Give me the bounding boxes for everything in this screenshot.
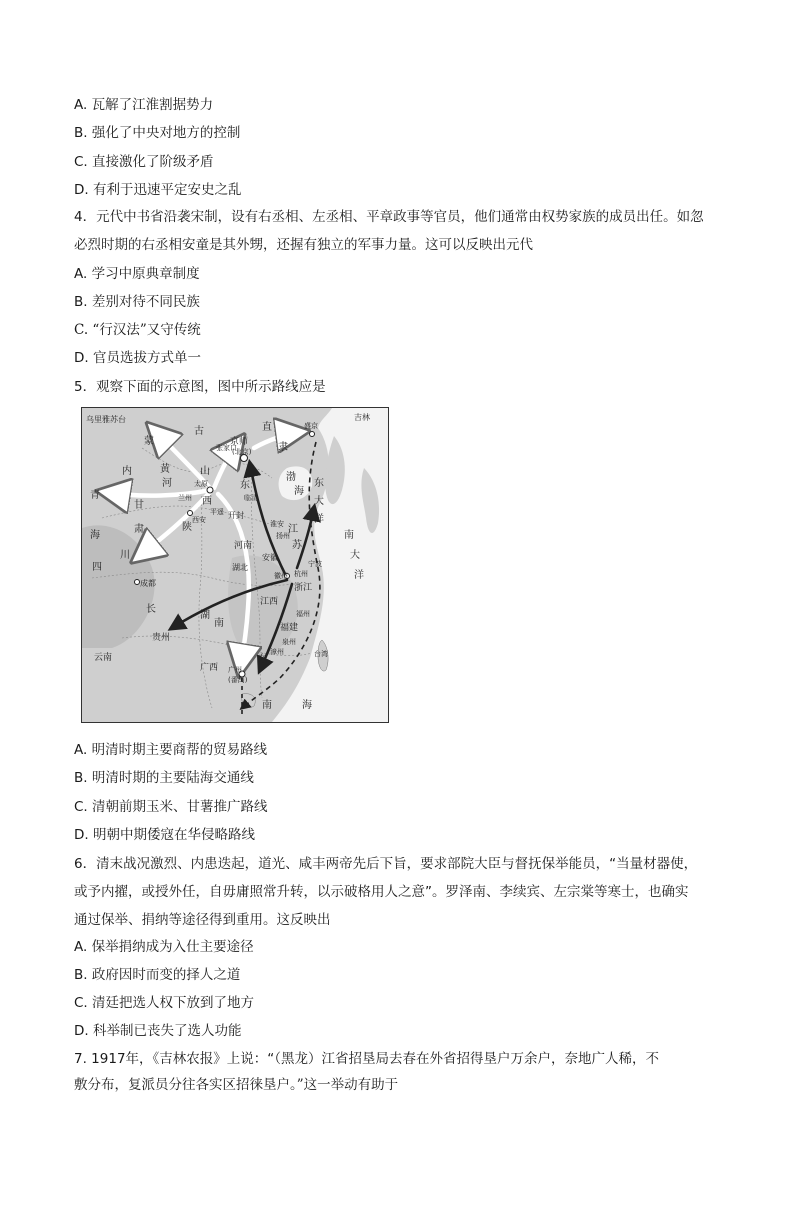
label-ningbo: 宁波 <box>308 560 322 568</box>
q6-stem-line3: 通过保举、捐纳等途径得到重用。这反映出 <box>74 912 331 928</box>
city-shengjing-marker <box>310 432 315 437</box>
label-bohai: 渤 <box>286 472 296 483</box>
q6-option-b: B. 政府因时而变的择人之道 <box>74 967 241 983</box>
label-zhejiang: 浙江 <box>294 583 313 593</box>
label-nandayang2: 洋 <box>354 570 364 581</box>
label-dayang1: 大 <box>314 496 324 507</box>
label-shan: 山 <box>200 466 210 477</box>
label-guangdong: 东 <box>258 654 268 665</box>
label-jiangxi: 江西 <box>260 597 279 607</box>
label-anhui: 安徽 <box>262 553 278 562</box>
q5-option-a: A. 明清时期主要商帮的贸易路线 <box>74 742 268 758</box>
q7-stem-line1: 7. 1917年，《吉林农报》上说：“（黑龙）江省招垦局去春在外省招得垦户万余户，奈地广人稀，不 <box>74 1051 660 1067</box>
route-map-figure <box>81 407 389 723</box>
label-fujian: 福建 <box>280 623 299 633</box>
city-chengdu-marker <box>135 580 140 585</box>
q4-stem-line1: 4．元代中书省沿袭宋制，设有右丞相、左丞相、平章政事等官员，他们通常由权势家族的成员出任。如忽 <box>74 209 704 225</box>
label-wulan: 乌里雅苏台 <box>86 415 126 424</box>
label-chengdu: 成都 <box>140 579 156 588</box>
label-taiyuan: 太原 <box>194 480 208 488</box>
label-henan: 河南 <box>234 541 253 551</box>
label-chang: 长 <box>146 604 156 615</box>
label-hangzhou: 杭州 <box>294 570 308 578</box>
q3-option-a: A. 瓦解了江淮割据势力 <box>74 97 214 113</box>
label-fuzhou: 福州 <box>296 610 310 618</box>
q6-option-a: A. 保举捐纳成为入仕主要途径 <box>74 939 254 955</box>
label-yunnan: 云南 <box>94 653 113 663</box>
label-meng: 蒙 <box>144 436 154 447</box>
label-sichuan2: 川 <box>120 550 130 561</box>
label-qing: 青 <box>90 490 100 501</box>
label-guizhou: 贵州 <box>152 633 171 643</box>
label-taiwan: 台湾 <box>314 650 328 658</box>
label-su: 肃 <box>134 524 144 535</box>
label-nanda: 南 <box>344 530 354 541</box>
label-hai2: 海 <box>90 530 100 541</box>
label-shengjing: 盛京 <box>304 422 318 430</box>
q3-option-d: D. 有利于迅速平定安史之乱 <box>74 182 242 198</box>
q5-option-c: C. 清朝前期玉米、甘薯推广路线 <box>74 799 268 815</box>
label-panyu: (番禺) <box>228 676 248 684</box>
label-lanzhou: 兰州 <box>178 494 192 502</box>
label-hai: 海 <box>294 486 304 497</box>
label-hubei: 湖北 <box>232 563 248 572</box>
label-xi: 西 <box>202 496 212 507</box>
label-guangxi: 广西 <box>200 663 219 673</box>
q4-stem-line2: 必烈时期的右丞相安童是其外甥，还握有独立的军事力量。这可以反映出元代 <box>74 237 533 253</box>
q4-option-b: B. 差别对待不同民族 <box>74 294 200 310</box>
route-map-svg <box>82 408 388 722</box>
label-sichuan1: 四 <box>92 562 102 573</box>
label-guangzhou: 广州 <box>228 666 242 674</box>
label-yangzhou: 扬州 <box>276 532 290 540</box>
label-pingyao: 平遥 <box>210 508 224 516</box>
label-dayang2: 洋 <box>314 514 324 525</box>
q4-option-a: A. 学习中原典章制度 <box>74 266 200 282</box>
q4-option-c: C. “行汉法”又守传统 <box>74 322 201 338</box>
label-jingshi: 京师 <box>230 437 249 447</box>
q6-option-c: C. 清廷把选人权下放到了地方 <box>74 995 255 1011</box>
label-hunan1: 湖 <box>200 610 210 621</box>
q5-option-b: B. 明清时期的主要陆海交通线 <box>74 770 254 786</box>
city-xian-marker <box>188 511 193 516</box>
q3-option-c: C. 直接激化了阶级矛盾 <box>74 154 214 170</box>
label-kaifeng: 开封 <box>228 511 244 520</box>
q3-option-b: B. 强化了中央对地方的控制 <box>74 125 241 141</box>
q5-stem: 5．观察下面的示意图，图中所示路线应是 <box>74 379 326 395</box>
label-nanhai1: 南 <box>262 700 272 711</box>
label-su2: 苏 <box>292 540 302 551</box>
label-dong: 东 <box>240 480 250 491</box>
label-gu: 古 <box>194 426 204 437</box>
label-shaan: 陕 <box>182 522 192 533</box>
label-nanhai2: 海 <box>302 700 312 711</box>
q6-option-d: D. 科举制已丧失了选人功能 <box>74 1023 242 1039</box>
label-dongda: 东 <box>314 478 324 489</box>
label-gan: 甘 <box>134 500 144 511</box>
label-jilin: 吉林 <box>354 413 370 422</box>
label-huizhou: 徽州 <box>274 572 288 580</box>
q6-stem-line2: 或予内擢，或授外任，自毋庸照常升转，以示破格用人之意”。罗泽南、李续宾、左宗棠等寒士，也确实 <box>74 884 689 900</box>
label-beijing: (北京) <box>232 448 252 456</box>
label-nei: 内 <box>122 466 132 477</box>
q4-option-d: D. 官员选拔方式单一 <box>74 350 201 366</box>
label-linqing: 临清 <box>244 494 258 502</box>
label-hunan2: 南 <box>214 618 224 629</box>
q5-option-d: D. 明朝中期倭寇在华侵略路线 <box>74 827 255 843</box>
label-li: 隶 <box>278 442 288 453</box>
label-huang: 黄 <box>160 464 170 475</box>
q7-stem-line2: 敷分布，复派员分往各实区招徕垦户。”这一举动有助于 <box>74 1077 399 1093</box>
label-huaian: 淮安 <box>270 520 284 528</box>
label-xian: 西安 <box>192 516 206 524</box>
label-zhangjiakou: 张家口 <box>216 444 237 452</box>
label-jiang: 江 <box>288 524 298 535</box>
label-zhangzhou: 漳州 <box>270 648 284 656</box>
q6-stem-line1: 6．清末战况激烈、内患迭起，道光、咸丰两帝先后下旨，要求部院大臣与督抚保举能员，“当量材器使， <box>74 856 698 872</box>
label-zhi: 直 <box>262 422 272 433</box>
label-he: 河 <box>162 478 172 489</box>
label-quanzhou: 泉州 <box>282 638 296 646</box>
label-nandayang1: 大 <box>350 550 360 561</box>
